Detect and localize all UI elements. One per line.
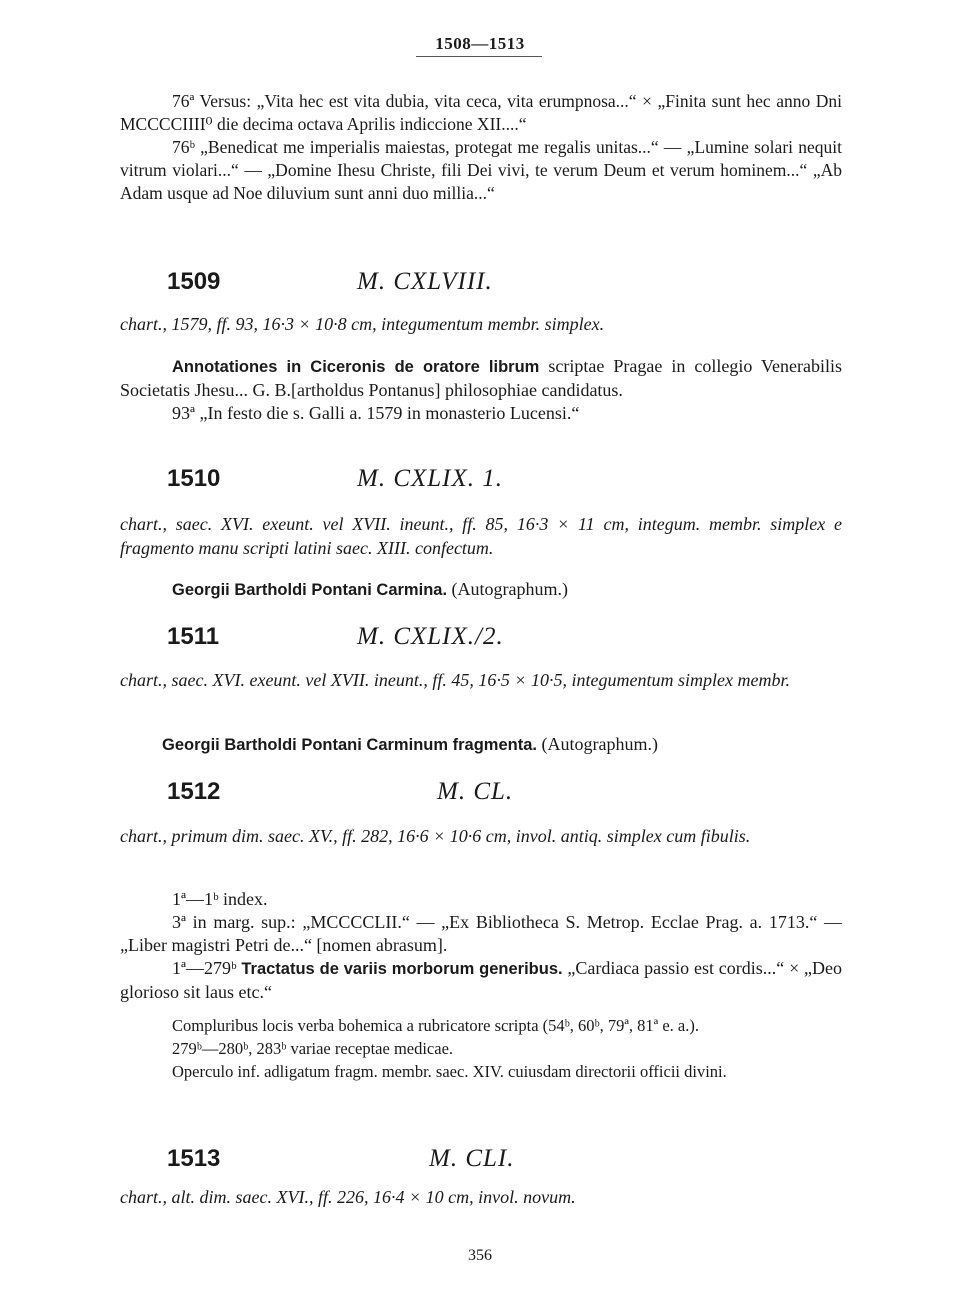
physical-description: chart., saec. XVI. exeunt. vel XVII. ineunt., ff. 45, 16·5 × 10·5, integumentum simplex membr. <box>120 670 790 690</box>
note-line: Operculo inf. adligatum fragm. membr. saec. XIV. cuiusdam directorii officii divini. <box>172 1062 727 1081</box>
contents-line: 3ª in marg. sup.: „MCCCCLII.“ — „Ex Bibliotheca S. Metrop. Ecclae Prag. a. 1713.“ — „Liber magistri Petri de...“ [nomen abrasum]. <box>120 912 842 955</box>
prelude-block <box>120 90 842 205</box>
physical-description: chart., alt. dim. saec. XVI., ff. 226, 16·4 × 10 cm, invol. novum. <box>120 1187 576 1207</box>
entry-1511-heading <box>167 623 504 651</box>
entry-1512-body <box>120 888 842 1004</box>
work-title: Georgii Bartholdi Pontani Carminum fragmenta. <box>162 736 537 754</box>
work-title: Georgii Bartholdi Pontani Carmina. <box>172 581 448 599</box>
entry-1509-body <box>120 355 842 425</box>
entry-number: 1512 <box>167 778 221 805</box>
entry-1511-description <box>120 668 842 692</box>
entry-title-line <box>120 355 842 402</box>
physical-description: chart., 1579, ff. 93, 16·3 × 10·8 cm, integumentum membr. simplex. <box>120 314 605 334</box>
folio-range: 1ª—279ᵇ <box>172 958 242 978</box>
note-line: 279ᵇ—280ᵇ, 283ᵇ variae receptae medicae. <box>172 1039 454 1058</box>
entry-1509-heading <box>167 268 493 296</box>
title-rest: (Autographum.) <box>536 734 658 754</box>
entry-1512-notes <box>120 1014 842 1083</box>
prelude-p1: 76ª Versus: „Vita hec est vita dubia, vita ceca, vita erumpnosa...“ × „Finita sunt hec anno Dni MCCCCIIII⁰ die decima octava Aprilis indiccione XII....“ <box>120 91 842 134</box>
entry-title-line <box>120 733 842 757</box>
entry-number: 1513 <box>167 1145 221 1172</box>
header-rule <box>416 56 542 57</box>
entry-1510-heading <box>167 465 503 493</box>
shelfmark: M. CXLIX./2. <box>357 623 504 650</box>
entry-1513-heading <box>167 1145 514 1173</box>
title-rest: scriptae Pragae in collegio Venerabilis Societatis Jhesu... G. B.[artholdus Pontanus] philosophiae candidatus. <box>120 356 843 400</box>
entry-1510-description <box>120 512 842 560</box>
title-rest: „Cardiaca passio est cordis...“ × „Deo glorioso sit laus etc.“ <box>120 958 843 1002</box>
entry-number: 1511 <box>167 623 220 650</box>
shelfmark: M. CL. <box>437 778 514 805</box>
note-line: 93ª „In festo die s. Galli a. 1579 in monasterio Lucensi.“ <box>172 403 580 423</box>
title-rest: (Autographum.) <box>447 579 569 599</box>
entry-title-line <box>120 578 842 602</box>
entry-number: 1509 <box>167 268 221 295</box>
shelfmark: M. CXLVIII. <box>357 268 493 295</box>
entry-1509-description <box>120 312 842 336</box>
entry-1512-heading <box>167 778 513 806</box>
contents-line: 1ª—1ᵇ index. <box>172 889 268 909</box>
shelfmark: M. CLI. <box>429 1145 515 1172</box>
work-title: Tractatus de variis morborum generibus. <box>241 960 563 978</box>
work-title: Annotationes in Ciceronis de oratore librum <box>172 358 540 376</box>
note-line: Compluribus locis verba bohemica a rubricatore scripta (54ᵇ, 60ᵇ, 79ª, 81ª e. a.). <box>172 1016 700 1035</box>
entry-1512-description <box>120 824 842 848</box>
shelfmark: M. CXLIX. 1. <box>357 465 504 492</box>
physical-description: chart., primum dim. saec. XV., ff. 282, 16·6 × 10·6 cm, invol. antiq. simplex cum fibulis. <box>120 826 751 846</box>
contents-line <box>120 957 842 1004</box>
running-header: 1508—1513 <box>435 34 525 53</box>
physical-description: chart., saec. XVI. exeunt. vel XVII. ineunt., ff. 85, 16·3 × 11 cm, integum. membr. simplex e fragmento manu scripti latini saec. XIII. confectum. <box>120 514 842 558</box>
page-number: 356 <box>468 1247 492 1264</box>
entry-1511-body <box>120 733 842 757</box>
entry-1513-description <box>120 1185 842 1209</box>
entry-1510-body <box>120 578 842 602</box>
prelude-p2: 76ᵇ „Benedicat me imperialis maiestas, protegat me regalis unitas...“ — „Lumine solari nequit vitrum violari...“ — „Domine Ihesu Christe, fili Dei vivi, te verum Deum et verum hominem...“ „Ab Adam usque ad Noe diluvium sunt anni duo millia...“ <box>120 137 842 203</box>
entry-number: 1510 <box>167 465 221 492</box>
